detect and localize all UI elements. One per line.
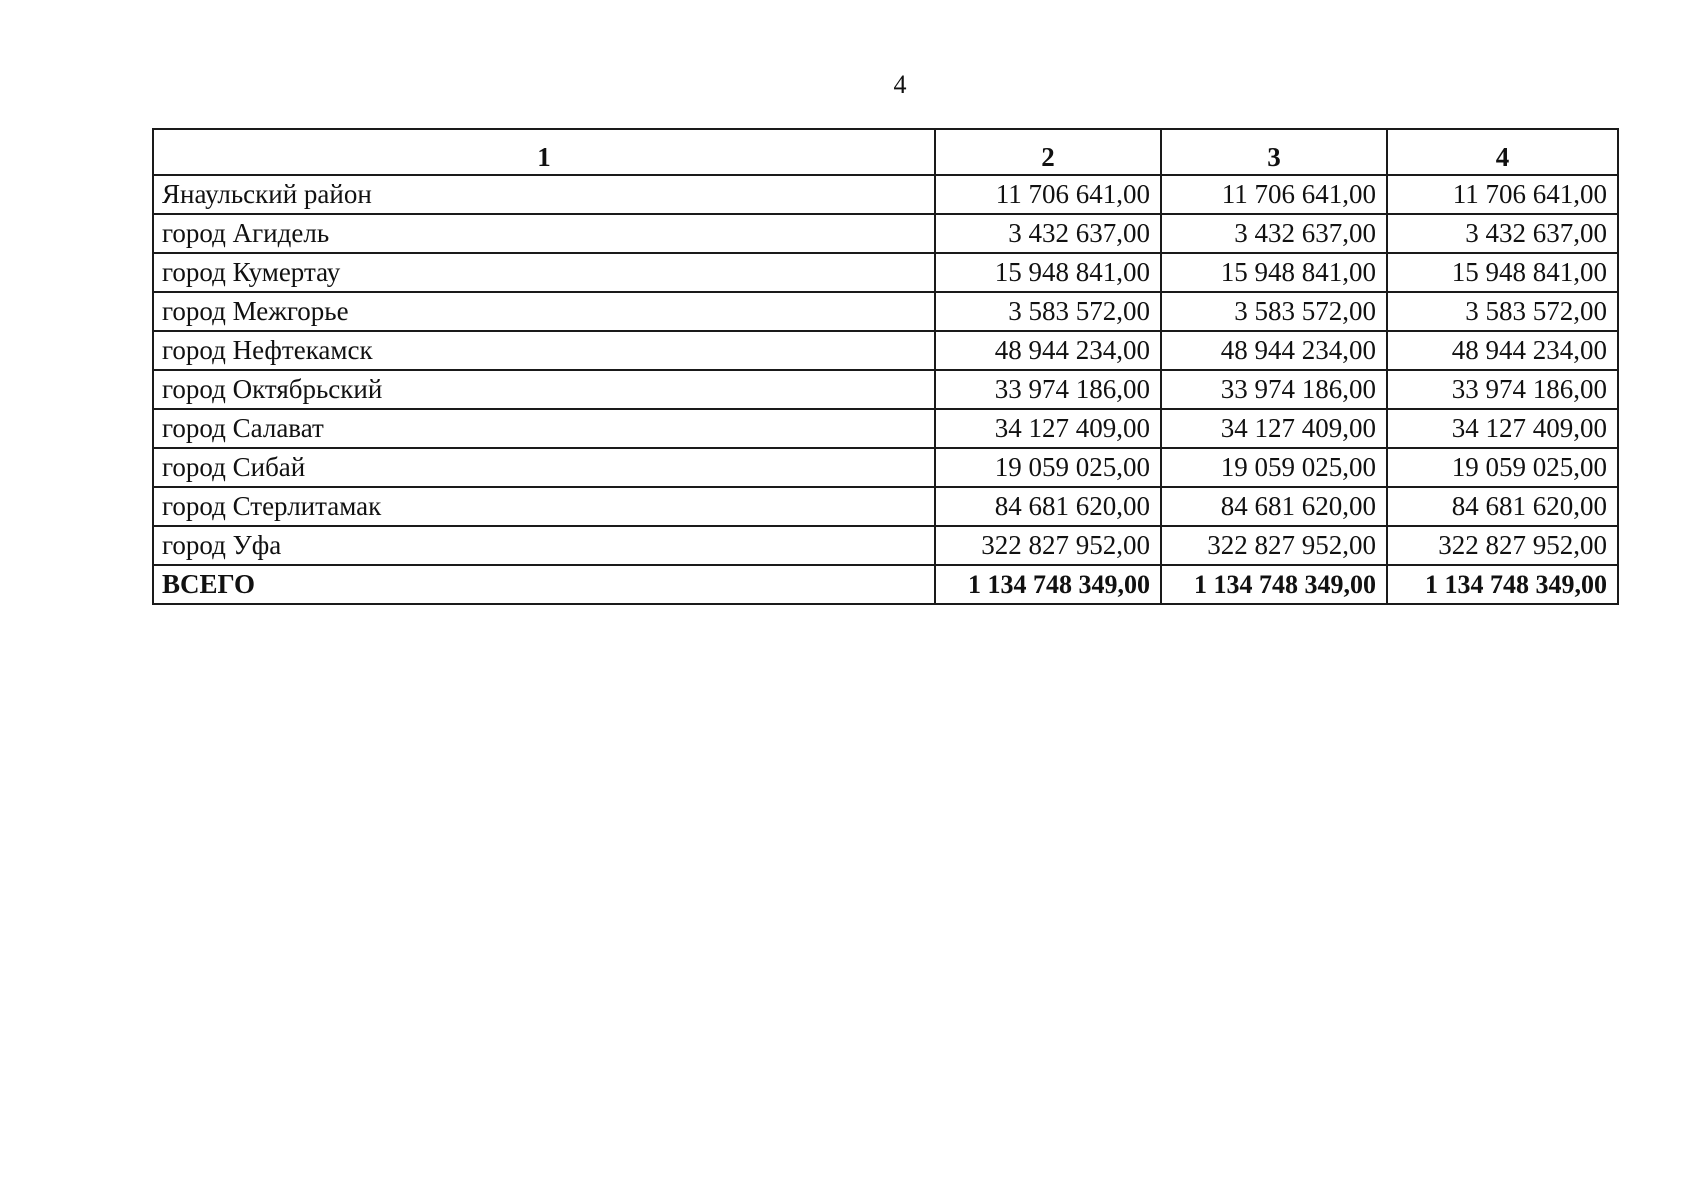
column-header-4: 4 xyxy=(1387,129,1618,175)
table-row xyxy=(153,409,1618,448)
row-value-col4: 19 059 025,00 xyxy=(1387,448,1618,487)
row-value-col3: 11 706 641,00 xyxy=(1161,175,1387,214)
row-value-col2: 84 681 620,00 xyxy=(935,487,1161,526)
row-value-col3: 33 974 186,00 xyxy=(1161,370,1387,409)
row-value-col4: 11 706 641,00 xyxy=(1387,175,1618,214)
row-name: город Сибай xyxy=(153,448,935,487)
row-value-col4: 3 583 572,00 xyxy=(1387,292,1618,331)
column-header-2: 2 xyxy=(935,129,1161,175)
row-value-col4: 322 827 952,00 xyxy=(1387,526,1618,565)
row-value-col3: 48 944 234,00 xyxy=(1161,331,1387,370)
total-row xyxy=(153,565,1618,604)
total-label: ВСЕГО xyxy=(153,565,935,604)
table-row xyxy=(153,370,1618,409)
row-value-col4: 3 432 637,00 xyxy=(1387,214,1618,253)
column-header-3: 3 xyxy=(1161,129,1387,175)
row-value-col2: 48 944 234,00 xyxy=(935,331,1161,370)
table-row xyxy=(153,253,1618,292)
row-value-col3: 34 127 409,00 xyxy=(1161,409,1387,448)
row-value-col4: 34 127 409,00 xyxy=(1387,409,1618,448)
table-row xyxy=(153,214,1618,253)
table-row xyxy=(153,331,1618,370)
row-value-col4: 33 974 186,00 xyxy=(1387,370,1618,409)
column-header-1: 1 xyxy=(153,129,935,175)
page-number: 4 xyxy=(893,70,907,99)
row-value-col2: 19 059 025,00 xyxy=(935,448,1161,487)
table-row xyxy=(153,448,1618,487)
row-name: город Агидель xyxy=(153,214,935,253)
table-row xyxy=(153,526,1618,565)
row-value-col3: 19 059 025,00 xyxy=(1161,448,1387,487)
row-value-col3: 15 948 841,00 xyxy=(1161,253,1387,292)
row-name: Янаульский район xyxy=(153,175,935,214)
row-value-col2: 3 432 637,00 xyxy=(935,214,1161,253)
table-header-row xyxy=(153,129,1618,175)
row-value-col2: 11 706 641,00 xyxy=(935,175,1161,214)
row-name: город Межгорье xyxy=(153,292,935,331)
row-value-col3: 3 432 637,00 xyxy=(1161,214,1387,253)
row-value-col4: 15 948 841,00 xyxy=(1387,253,1618,292)
total-value-col3: 1 134 748 349,00 xyxy=(1161,565,1387,604)
row-name: город Нефтекамск xyxy=(153,331,935,370)
row-value-col3: 84 681 620,00 xyxy=(1161,487,1387,526)
row-name: город Октябрьский xyxy=(153,370,935,409)
table-row xyxy=(153,487,1618,526)
row-value-col3: 322 827 952,00 xyxy=(1161,526,1387,565)
table-row xyxy=(153,292,1618,331)
total-value-col4: 1 134 748 349,00 xyxy=(1387,565,1618,604)
data-table xyxy=(152,128,1619,605)
row-name: город Уфа xyxy=(153,526,935,565)
row-value-col2: 3 583 572,00 xyxy=(935,292,1161,331)
row-value-col4: 84 681 620,00 xyxy=(1387,487,1618,526)
row-value-col2: 15 948 841,00 xyxy=(935,253,1161,292)
row-value-col4: 48 944 234,00 xyxy=(1387,331,1618,370)
total-value-col2: 1 134 748 349,00 xyxy=(935,565,1161,604)
row-value-col2: 33 974 186,00 xyxy=(935,370,1161,409)
row-value-col2: 322 827 952,00 xyxy=(935,526,1161,565)
table-row xyxy=(153,175,1618,214)
row-name: город Кумертау xyxy=(153,253,935,292)
row-value-col3: 3 583 572,00 xyxy=(1161,292,1387,331)
row-value-col2: 34 127 409,00 xyxy=(935,409,1161,448)
row-name: город Стерлитамак xyxy=(153,487,935,526)
row-name: город Салават xyxy=(153,409,935,448)
